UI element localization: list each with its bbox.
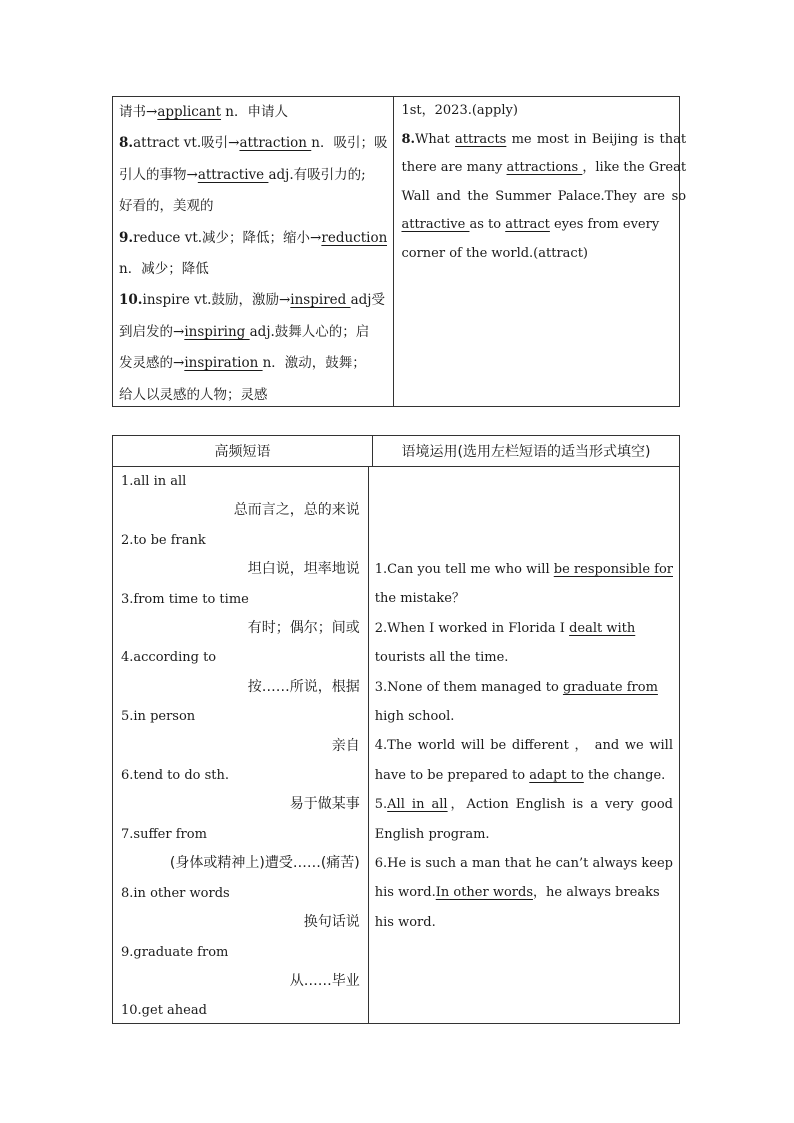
answer-blank: attractive bbox=[197, 166, 269, 183]
answer-blank: attractive bbox=[401, 217, 470, 233]
line-text: n．减少；降低 bbox=[119, 261, 209, 278]
phrase-chinese-meaning: 总而言之，总的来说 bbox=[233, 502, 360, 519]
item-number: 8. bbox=[119, 135, 134, 152]
word-form-line bbox=[119, 191, 387, 222]
line-text: me most in Beijing is that bbox=[506, 131, 687, 147]
exercise-line bbox=[375, 820, 673, 849]
line-text: 引人的事物→ bbox=[119, 166, 198, 183]
line-text: 5. bbox=[374, 797, 388, 813]
phrase-english: 7.suffer from bbox=[121, 826, 207, 842]
answer-blank: In other words bbox=[435, 885, 533, 901]
line-text: his word. bbox=[374, 885, 436, 901]
line-text: adj.鼓舞人心的；启 bbox=[249, 323, 370, 340]
line-text: 2.When I worked in Florida I bbox=[374, 620, 570, 636]
line-text: eyes from every bbox=[549, 217, 660, 233]
line-text: the mistake？ bbox=[374, 591, 465, 607]
exercise-line bbox=[375, 614, 673, 643]
phrase-english: 8.in other words bbox=[121, 885, 230, 901]
line-text: there are many bbox=[401, 160, 507, 176]
exercise-column bbox=[369, 467, 679, 1024]
word-form-line bbox=[119, 223, 387, 254]
line-text: 好看的，美观的 bbox=[119, 198, 214, 215]
phrase-english: 4.according to bbox=[121, 650, 217, 666]
exercise-line bbox=[375, 878, 673, 907]
line-text: reduce vt.减少；降低；缩小→ bbox=[133, 229, 322, 246]
phrase-english: 10.get ahead bbox=[121, 1003, 207, 1019]
phrase-chinese-meaning: 换句话说 bbox=[303, 914, 360, 931]
answer-blank: applicant bbox=[157, 104, 222, 120]
line-text: 3.None of them managed to bbox=[374, 679, 563, 695]
line-text: attract vt.吸引→ bbox=[133, 135, 240, 152]
line-text: corner of the world.(attract) bbox=[401, 245, 588, 261]
answer-blank: adapt to bbox=[529, 767, 584, 783]
phrase-english: 6.tend to do sth. bbox=[121, 768, 230, 784]
example-line bbox=[401, 154, 686, 183]
answer-blank: All in all bbox=[387, 797, 448, 813]
line-text: n．激动，鼓舞； bbox=[262, 355, 366, 372]
phrase-chinese-meaning: 按……所说，根据 bbox=[247, 678, 360, 695]
word-form-line bbox=[119, 380, 387, 411]
line-text: n．吸引；吸 bbox=[311, 135, 388, 152]
exercise-line bbox=[375, 908, 673, 937]
word-form-line bbox=[119, 348, 387, 379]
header-high-frequency-phrases: 高频短语 bbox=[113, 436, 373, 466]
word-form-line bbox=[119, 97, 387, 128]
answer-blank: inspired bbox=[290, 292, 351, 309]
phrase-english: 2.to be frank bbox=[121, 532, 206, 548]
phrase-chinese-meaning: 从……毕业 bbox=[289, 972, 360, 989]
line-text: 请书→ bbox=[119, 104, 158, 120]
phrase-chinese-meaning: 有时；偶尔；间或 bbox=[247, 620, 360, 637]
line-text: have to be prepared to bbox=[374, 767, 530, 783]
line-text: ，he always breaks bbox=[533, 885, 660, 901]
exercise-line bbox=[375, 702, 673, 731]
phrase-chinese-meaning: 坦白说，坦率地说 bbox=[247, 561, 360, 578]
answer-blank: attract bbox=[505, 217, 550, 233]
exercise-line bbox=[375, 673, 673, 702]
line-text: 1st，2023.(apply) bbox=[401, 103, 518, 118]
answer-blank: attractions bbox=[506, 160, 583, 176]
phrase-chinese-meaning: 亲自 bbox=[331, 737, 360, 754]
line-text: 发灵感的→ bbox=[119, 355, 185, 372]
word-form-line bbox=[119, 317, 387, 348]
word-forms-column bbox=[113, 97, 394, 406]
exercise-line bbox=[375, 584, 673, 613]
example-line bbox=[401, 97, 686, 126]
exercise-line bbox=[375, 790, 673, 819]
vocabulary-table bbox=[112, 96, 687, 407]
item-number: 9. bbox=[119, 229, 134, 246]
phrase-english: 1.all in all bbox=[121, 474, 187, 489]
phrase-chinese-meaning: 易于做某事 bbox=[289, 796, 360, 813]
exercise-line bbox=[375, 555, 673, 584]
exercise-line bbox=[375, 761, 673, 790]
answer-blank: inspiring bbox=[184, 323, 250, 340]
line-text: the change. bbox=[583, 767, 666, 783]
word-form-line bbox=[119, 285, 387, 316]
line-text: as to bbox=[469, 217, 506, 233]
phrase-english: 3.from time to time bbox=[121, 591, 249, 607]
line-text: n．申请人 bbox=[221, 104, 289, 120]
answer-blank: graduate from bbox=[562, 679, 658, 695]
header-context-usage: 语境运用(选用左栏短语的适当形式填空) bbox=[401, 444, 651, 460]
line-text: English program. bbox=[374, 826, 490, 842]
line-text: 给人以灵感的人物；灵感 bbox=[119, 386, 268, 403]
example-line bbox=[401, 126, 686, 155]
example-line bbox=[401, 211, 686, 240]
line-text: his word. bbox=[374, 914, 436, 930]
example-line bbox=[401, 183, 686, 212]
line-text: ，like the Great bbox=[582, 160, 687, 176]
line-text: What bbox=[415, 131, 455, 147]
example-line bbox=[401, 240, 686, 269]
line-text: 4.The world will be different ， and we will bbox=[374, 738, 673, 754]
answer-blank: be responsible for bbox=[553, 562, 673, 577]
line-text: 到启发的→ bbox=[119, 323, 185, 340]
answer-blank: attraction bbox=[239, 135, 312, 152]
phrase-table-header bbox=[113, 436, 679, 467]
answer-blank: attracts bbox=[455, 131, 507, 147]
phrase-chinese-meaning: (身体或精神上)遭受……(痛苦) bbox=[169, 855, 360, 872]
line-text: inspire vt.鼓励，激励→ bbox=[142, 292, 291, 309]
line-text: Wall and the Summer Palace.They are so bbox=[401, 188, 687, 204]
line-text: high school. bbox=[374, 709, 455, 725]
word-form-line bbox=[119, 128, 387, 159]
item-number: 8. bbox=[401, 131, 416, 147]
answer-blank: inspiration bbox=[184, 355, 263, 372]
line-text: adj.有吸引力的; bbox=[268, 166, 366, 183]
example-sentences-column bbox=[394, 97, 692, 406]
answer-blank: reduction bbox=[321, 229, 388, 246]
word-form-line bbox=[119, 160, 387, 191]
exercise-line bbox=[375, 731, 673, 760]
line-text: 1.Can you tell me who will bbox=[374, 562, 554, 577]
line-text: tourists all the time. bbox=[374, 650, 509, 666]
answer-blank: dealt with bbox=[569, 620, 636, 636]
exercise-line bbox=[375, 849, 673, 878]
phrase-english: 9.graduate from bbox=[121, 944, 229, 960]
word-form-line bbox=[119, 254, 387, 285]
exercise-line bbox=[375, 643, 673, 672]
phrase-table bbox=[112, 435, 680, 1024]
line-text: 6.He is such a man that he can’t always keep bbox=[374, 856, 673, 872]
line-text: adj受 bbox=[350, 292, 385, 309]
item-number: 10. bbox=[119, 292, 143, 309]
line-text: ，Action English is a very good bbox=[447, 797, 673, 813]
phrase-english: 5.in person bbox=[121, 709, 196, 725]
phrase-list-column bbox=[113, 467, 369, 1024]
